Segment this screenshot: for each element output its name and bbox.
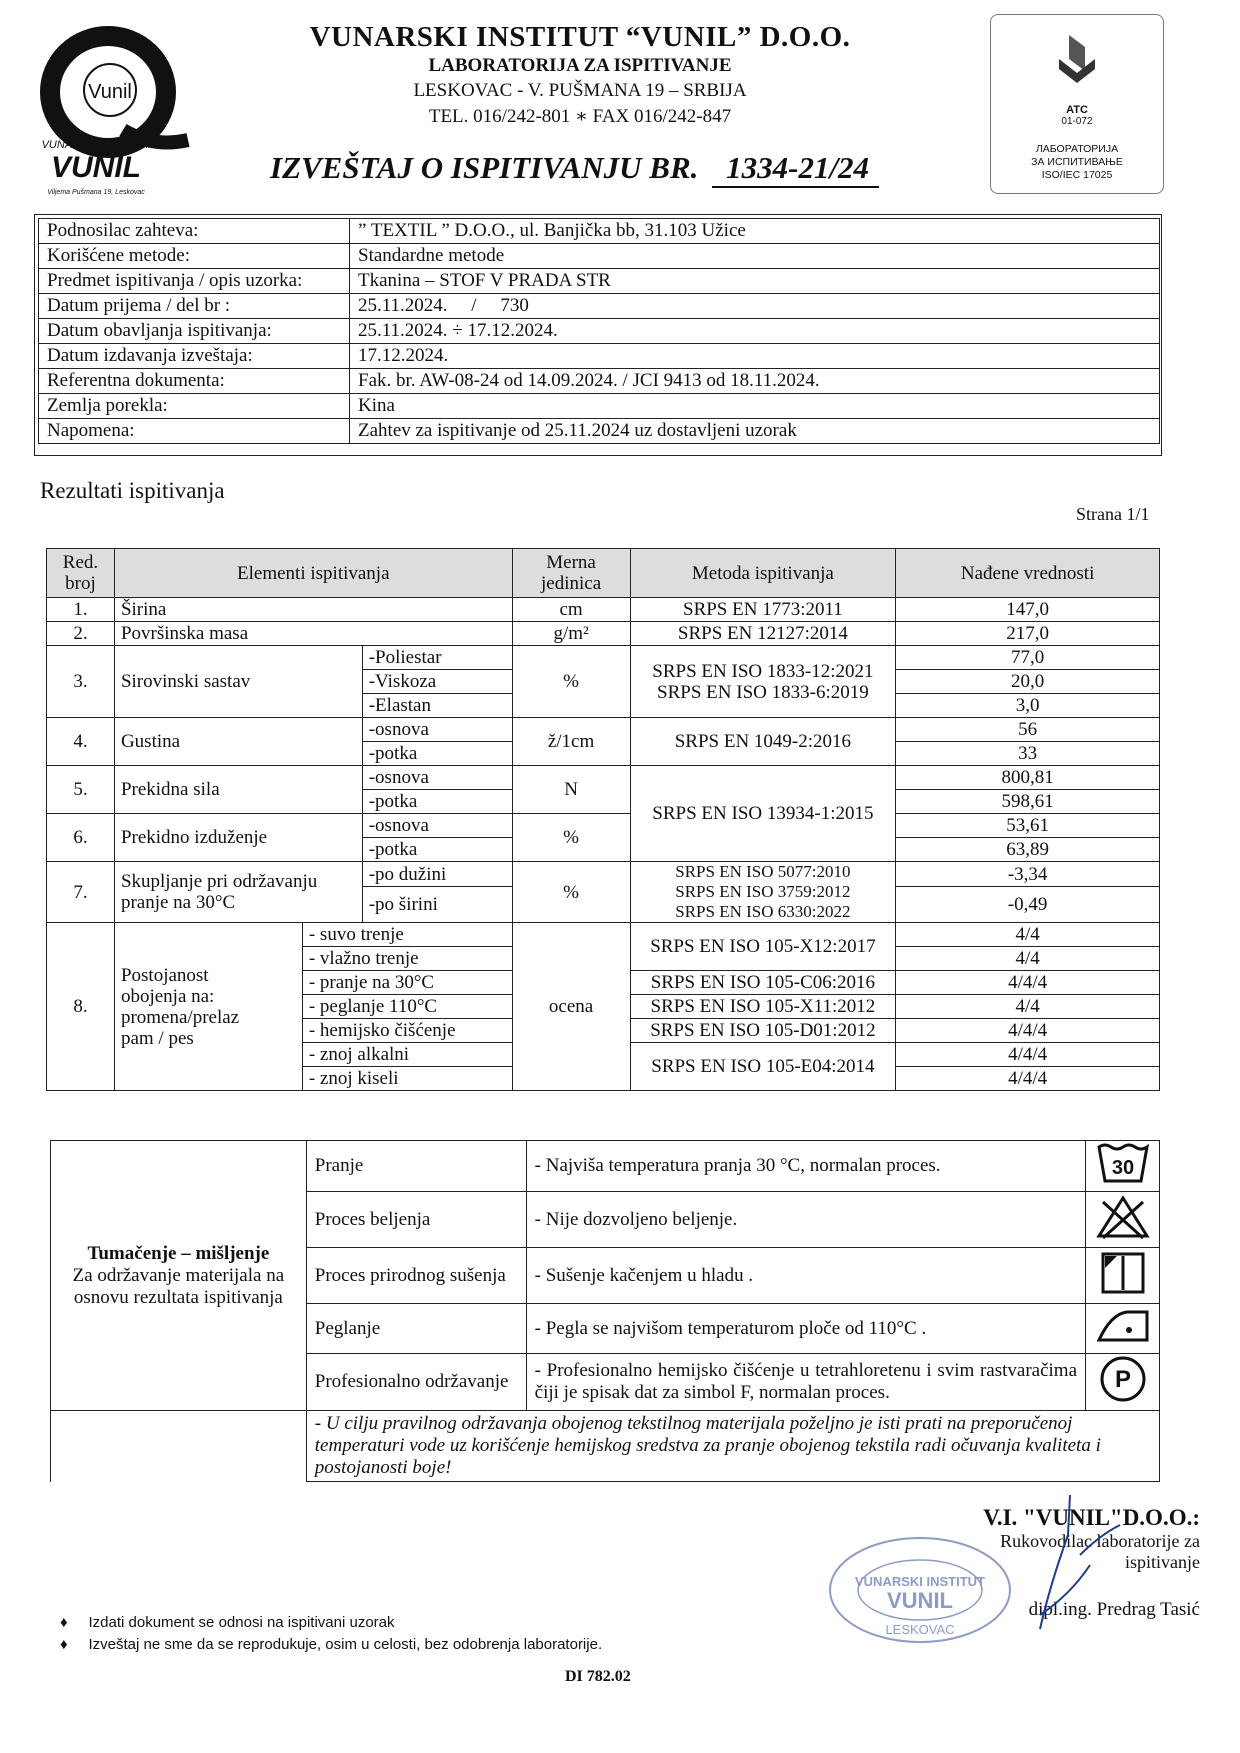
col-element: Elementi ispitivanja [114, 549, 512, 598]
table-row: -potka 63,89 [47, 838, 1160, 862]
signature-role: Rukovodilac laboratorije za ispitivanje [1000, 1531, 1200, 1572]
table-row: - hemijsko čišćenje SRPS EN ISO 105-D01:2012 4/4/4 [47, 1019, 1160, 1043]
table-row: 5. Prekidna sila -osnova N SRPS EN ISO 13934-1:2015 800,81 [47, 766, 1160, 790]
info-row: Predmet ispitivanja / opis uzorka: Tkanina – STOF V PRADA STR [39, 269, 1160, 294]
page-indicator: Strana 1/1 [1076, 504, 1150, 524]
footnote-item: ♦ Izdati dokument se odnosi na ispitivani uzorak [60, 1614, 395, 1631]
accreditation-badge: ATC 01-072 ЛАБОРАТОРИЈА ЗА ИСПИТИВАЊЕ ISO/IEC 17025 [990, 14, 1164, 194]
signature-block [930, 1505, 1200, 1621]
signature-person: dipl.ing. Predrag Tasić [1028, 1599, 1200, 1620]
footnote-item: ♦ Izveštaj ne sme da se reprodukuje, osim u celosti, bez odobrenja laboratorije. [60, 1636, 603, 1653]
table-row: -Viskoza 20,0 [47, 670, 1160, 694]
info-row: Datum prijema / del br : 25.11.2024. / 730 [39, 294, 1160, 319]
results-table [46, 548, 1160, 1091]
care-row: Peglanje - Pegla se najvišom temperaturom ploče od 110°C . [51, 1304, 1160, 1354]
info-row: Podnosilac zahteva: ” TEXTIL ” D.O.O., ul. Banjička bb, 31.103 Užice [39, 219, 1160, 244]
care-row: Profesionalno održavanje - Profesionalno hemijsko čišćenje u tetrahloretenu i svim rastvaračima čiji je spisak dat za simbol F, normalan proces. P [51, 1354, 1160, 1411]
atc-icon [1047, 29, 1107, 99]
vunil-logo [28, 20, 198, 200]
handwritten-signature [1010, 1495, 1130, 1635]
document-code: DI 782.02 [565, 1668, 631, 1685]
table-row: 8. Postojanost obojenja na: promena/prelaz pam / pes - suvo trenje ocena SRPS EN ISO 105-X12:2017 4/4 [47, 923, 1160, 947]
care-row: Tumačenje – mišljenje Za održavanje materijala na osnovu rezultata ispitivanja Pranje - Najviša temperatura pranja 30 °C, normalan proces. 30 [51, 1141, 1160, 1192]
address: LESKOVAC - V. PUŠMANA 19 – SRBIJA [413, 80, 747, 101]
header-block [230, 20, 930, 130]
table-row: 6. Prekidno izduženje -osnova % 53,61 [47, 814, 1160, 838]
table-row: -po širini -0,49 [47, 887, 1160, 923]
svg-text:30: 30 [1111, 1157, 1134, 1179]
col-no: Red. broj [47, 549, 115, 598]
interpretation-table [50, 1140, 1160, 1482]
svg-text:P: P [1114, 1366, 1131, 1393]
care-row: Proces prirodnog sušenja - Sušenje kačenjem u hladu . [51, 1248, 1160, 1304]
info-row: Referentna dokumenta: Fak. br. AW-08-24 od 14.09.2024. / JCI 9413 od 18.11.2024. [39, 369, 1160, 394]
svg-text:Viljema Pušmana 19, Leskovac: Viljema Pušmana 19, Leskovac [47, 189, 145, 196]
info-row: Datum obavljanja ispitivanja: 25.11.2024. ÷ 17.12.2024. [39, 319, 1160, 344]
report-title: IZVEŠTAJ O ISPITIVANJU BR. 1334-21/24 [270, 150, 879, 188]
table-row: - pranje na 30°C SRPS EN ISO 105-C06:2016 4/4/4 [47, 971, 1160, 995]
results-header-row [47, 549, 1160, 598]
table-row: - peglanje 110°C SRPS EN ISO 105-X11:2012 4/4 [47, 995, 1160, 1019]
svg-text:VUNIL: VUNIL [51, 151, 141, 184]
care-note: - U cilju pravilnog održavanja obojenog tekstilnog materijala poželjno je isti prati na preporučenoj temperaturi vode uz korišćenje hemijskog sredstva za pranje obojenog tekstila radi očuvanja kvaliteta i postojanosti boje! [306, 1411, 1159, 1482]
table-row: - znoj alkalni SRPS EN ISO 105-E04:2014 4/4/4 [47, 1043, 1160, 1067]
results-title: Rezultati ispitivanja [40, 478, 225, 503]
table-row: -potka 598,61 [47, 790, 1160, 814]
svg-text:Vunil: Vunil [88, 81, 132, 103]
signature-company: V.I. "VUNIL"D.O.O.: [983, 1505, 1200, 1530]
col-unit: Merna jedinica [512, 549, 630, 598]
table-row: 1. Širina cm SRPS EN 1773:2011 147,0 [47, 598, 1160, 622]
table-row: - znoj kiseli 4/4/4 [47, 1067, 1160, 1091]
table-row: - vlažno trenje 4/4 [47, 947, 1160, 971]
interpretation-title: Tumačenje – mišljenje [87, 1242, 270, 1264]
info-row: Zemlja porekla: Kina [39, 394, 1160, 419]
lab-name: LABORATORIJA ZA ISPITIVANJE [428, 55, 732, 76]
interpretation-subtitle: Za održavanje materijala na osnovu rezultata ispitivanja [72, 1264, 285, 1308]
report-number: 1334-21/24 [712, 150, 879, 188]
table-row: 2. Površinska masa g/m² SRPS EN 12127:2014 217,0 [47, 622, 1160, 646]
info-table [38, 218, 1160, 444]
no-bleach-icon [1086, 1192, 1160, 1248]
iron-low-icon [1086, 1304, 1160, 1354]
svg-text:VUNARSKI INSTITUT: VUNARSKI INSTITUT [855, 1574, 985, 1589]
wash-30-icon [1086, 1141, 1160, 1192]
svg-text:VUNARSKI INSTITUT: VUNARSKI INSTITUT [41, 139, 151, 151]
line-dry-shade-icon [1086, 1248, 1160, 1304]
table-row: -potka 33 [47, 742, 1160, 766]
institute-name: VUNARSKI INSTITUT “VUNIL” D.O.O. [309, 21, 851, 53]
info-row: Korišćene metode: Standardne metode [39, 244, 1160, 269]
table-row: -Elastan 3,0 [47, 694, 1160, 718]
care-row: Proces beljenja - Nije dozvoljeno beljenje. [51, 1192, 1160, 1248]
info-row: Datum izdavanja izveštaja: 17.12.2024. [39, 344, 1160, 369]
table-row: 4. Gustina -osnova ž/1cm SRPS EN 1049-2:2016 56 [47, 718, 1160, 742]
info-row: Napomena: Zahtev za ispitivanje od 25.11.2024 uz dostavljeni uzorak [39, 419, 1160, 444]
col-value: Nađene vrednosti [896, 549, 1160, 598]
col-method: Metoda ispitivanja [630, 549, 896, 598]
dry-clean-p-icon [1086, 1354, 1160, 1411]
svg-text:VUNIL: VUNIL [887, 1588, 953, 1613]
footnotes [60, 1612, 602, 1656]
phone: TEL. 016/242-801 ∗ FAX 016/242-847 [428, 106, 732, 127]
svg-text:LESKOVAC: LESKOVAC [885, 1622, 955, 1637]
table-row: 3. Sirovinski sastav -Poliestar % SRPS EN ISO 1833-12:2021 SRPS EN ISO 1833-6:2019 77,0 [47, 646, 1160, 670]
table-row: 7. Skupljanje pri održavanju pranje na 30°C -po dužini % SRPS EN ISO 5077:2010 SRPS EN ISO 3759:2012 SRPS EN ISO 6330:2022 -3,34 [47, 862, 1160, 887]
care-note-row [51, 1411, 1160, 1482]
